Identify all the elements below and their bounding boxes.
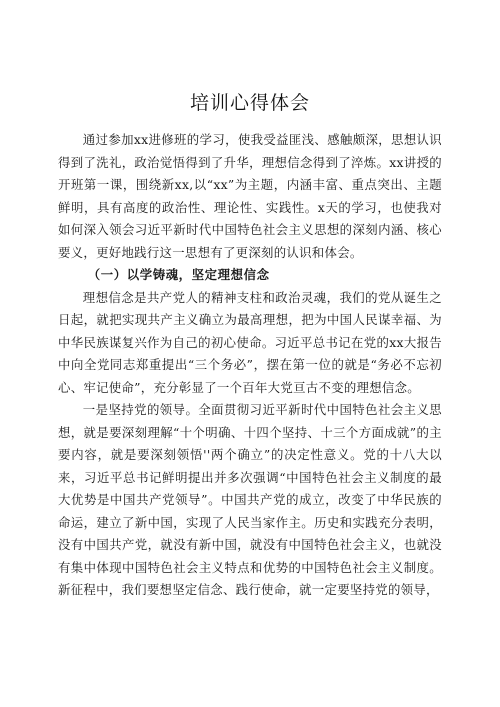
section-paragraph-1: 理想信念是共产党人的精神支柱和政治灵魂，我们的党从诞生之日起，就把实现共产主义确立为最高理想，把为中国人民谋幸福、为中华民族谋复兴作为自己的初心使命。习近平总书记在党的xx大报告中向全党同志郑重提出“三个务必”，摆在第一位的就是“务必不忘初心、牢记使命”，充分彰显了一个百年大党亘古不变的理想信念。 xyxy=(58,289,442,395)
section-paragraph-2: 一是坚持党的领导。全面贯彻习近平新时代中国特色社会主义思想，就是要深刻理解“十个明确、十四个坚持、十三个方面成就”的主要内容，就是要深刻领悟''两个确立”的决定性意义。党的十八大以来，习近平总书记鲜明提出并多次强调“中国特色社会主义制度的最大优势是中国共产党领导”。中国共产党的成立，改变了中华民族的命运，建立了新中国，实现了人民当家作主。历史和实践充分表明，没有中国共产党，就没有新中国，就没有中国特色社会主义，也就没有集中体现中国特色社会主义特点和优势的中国特色社会主义制度。新征程中，我们要想坚定信念、践行使命，就一定要坚持党的领导， xyxy=(58,402,442,597)
intro-paragraph: 通过参加xx进修班的学习，使我受益匪浅、感触颇深，思想认识得到了洗礼，政治觉悟得到了升华，理想信念得到了淬炼。xx讲授的开班第一课，围绕新xx,以“xx”为主题，内涵丰富、重点突出、主题鲜明，具有高度的政治性、理论性、实践性。x天的学习，也使我对如何深入领会习近平新时代中国特色社会主义思想的深刻内涵、核心要义，更好地践行这一思想有了更深刻的认识和体会。 xyxy=(58,132,442,260)
section-heading: （一）以学铸魂，坚定理想信念 xyxy=(87,267,270,282)
document-title: 培训心得体会 xyxy=(189,92,310,114)
